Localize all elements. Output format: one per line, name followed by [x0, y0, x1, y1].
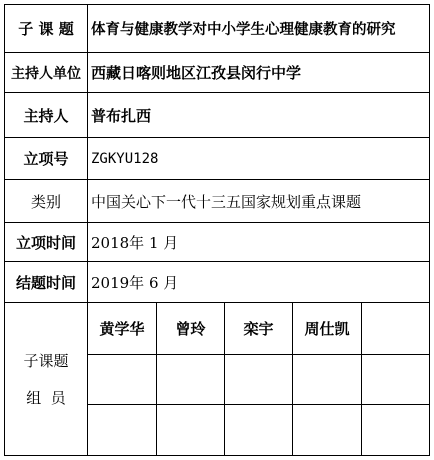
member-name: 黄学华 [99, 320, 145, 338]
topic-label: 子 课 题 [18, 20, 74, 38]
table-border-right [429, 4, 430, 456]
host-value: 普布扎西 [91, 106, 152, 125]
start-value: 2018年 1 月 [91, 233, 179, 252]
category-value: 中国关心下一代十三五国家规划重点课题 [91, 192, 362, 211]
member-name: 周仕凯 [304, 320, 350, 338]
start-label: 立项时间 [15, 233, 76, 252]
end-value: 2019年 6 月 [91, 273, 179, 292]
category-label: 类别 [30, 192, 61, 211]
member-name-empty [362, 303, 429, 354]
unit-label: 主持人单位 [11, 65, 81, 82]
topic-value: 体育与健康教学对中小学生心理健康教育的研究 [91, 21, 396, 38]
member-grid-divider [88, 404, 430, 405]
project-no-label: 立项号 [23, 150, 69, 168]
members-label [5, 303, 87, 455]
host-label: 主持人 [23, 106, 69, 125]
member-grid-divider [88, 354, 430, 355]
member-name: 栾宇 [243, 320, 274, 338]
end-label: 结题时间 [15, 273, 76, 292]
members-label-line2: 组 员 [26, 389, 66, 407]
unit-value: 西藏日喀则地区江孜县闵行中学 [91, 64, 302, 82]
members-label-line1: 子课题 [23, 352, 69, 370]
member-name: 曾玲 [175, 320, 206, 338]
table-border-bottom [4, 455, 430, 456]
project-no-value: ZGKYU128 [91, 150, 159, 167]
